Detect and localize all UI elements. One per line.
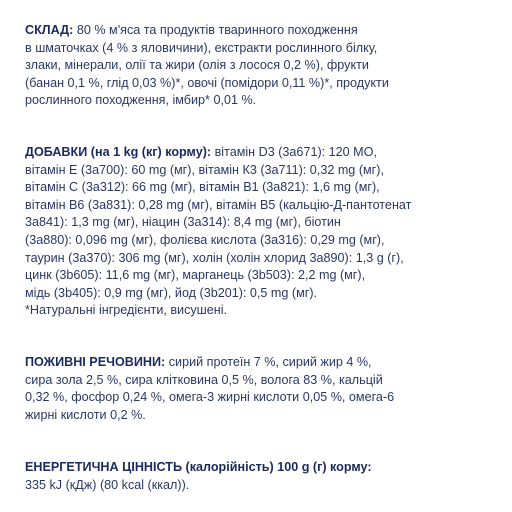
- additives-line-1: ДОБАВКИ (на 1 kg (кг) корму): вітамін D3 (3а671): 120 МО,: [25, 144, 377, 159]
- natural-ingredients-note: *Натуральні інгредієнти, висушені.: [25, 303, 228, 318]
- label-text-page: [25, 22, 495, 494]
- composition-line-3: злаки, мінерали, олії та жири (олія з лосося 0,2 %), фрукти: [25, 58, 369, 73]
- energy-value-line: 335 kJ (кДж) (80 kcal (ккал)).: [25, 477, 190, 492]
- composition-line-2: в шматочках (4 % з яловичини), екстракти рослинного білку,: [25, 40, 378, 55]
- composition-section: [25, 22, 495, 110]
- additives-line-7: таурин (3а370): 306 mg (мг), холін (холін хлорид 3а890): 1,3 g (г),: [25, 250, 404, 265]
- composition-line-5: рослинного походження, імбир* 0,01 %.: [25, 93, 257, 108]
- energy-heading: ЕНЕРГЕТИЧНА ЦІННІСТЬ (калорійність) 100 g (г) корму:: [25, 460, 372, 475]
- composition-line-4: (банан 0,1 %, глід 0,03 %)*, овочі (помідори 0,11 %)*, продукти: [25, 75, 389, 90]
- composition-heading: СКЛАД:: [25, 23, 74, 37]
- nutrients-section: [25, 354, 495, 424]
- additives-line-8: цинк (3b605): 11,6 mg (мг), марганець (3b503): 2,2 mg (мг),: [25, 268, 366, 283]
- composition-line-1: СКЛАД: 80 % м'яса та продуктів тваринного походження: [25, 23, 358, 37]
- additives-line-5: 3а841): 1,3 mg (мг), ніацин (3а314): 8,4 mg (мг), біотин: [25, 215, 341, 230]
- nutrients-line-3: 0,32 %, фосфор 0,24 %, омега-3 жирні кислоти 0,05 %, омега-6: [25, 390, 395, 405]
- additives-line-4: вітамін В6 (3а831): 0,28 mg (мг), вітамін В5 (кальцію-Д-пантотенат: [25, 197, 412, 212]
- nutrients-line-1: ПОЖИВНІ РЕЧОВИНИ: сирий протеїн 7 %, сирий жир 4 %,: [25, 354, 372, 369]
- nutrients-line-2: сира зола 2,5 %, сира клітковина 0,5 %, волога 83 %, кальцій: [25, 372, 383, 387]
- additives-line-3: вітамін С (3а312): 66 mg (мг), вітамін В1 (3а821): 1,6 mg (мг),: [25, 180, 380, 195]
- additives-line-9: мідь (3b405): 0,9 mg (мг), йод (3b201): 0,5 mg (мг).: [25, 285, 318, 300]
- additives-heading: ДОБАВКИ (на 1 kg (кг) корму):: [25, 144, 212, 159]
- additives-line-2: вітамін Е (3а700): 60 mg (мг), вітамін К3 (3а711): 0,32 mg (мг),: [25, 162, 384, 177]
- additives-line-6: (3а880): 0,096 mg (мг), фолієва кислота (3а316): 0,29 mg (мг),: [25, 232, 385, 247]
- additives-section: [25, 144, 495, 320]
- nutrients-line-4: жирні кислоти 0,2 %.: [25, 407, 146, 422]
- energy-section: [25, 459, 495, 494]
- nutrients-heading: ПОЖИВНІ РЕЧОВИНИ:: [25, 354, 166, 369]
